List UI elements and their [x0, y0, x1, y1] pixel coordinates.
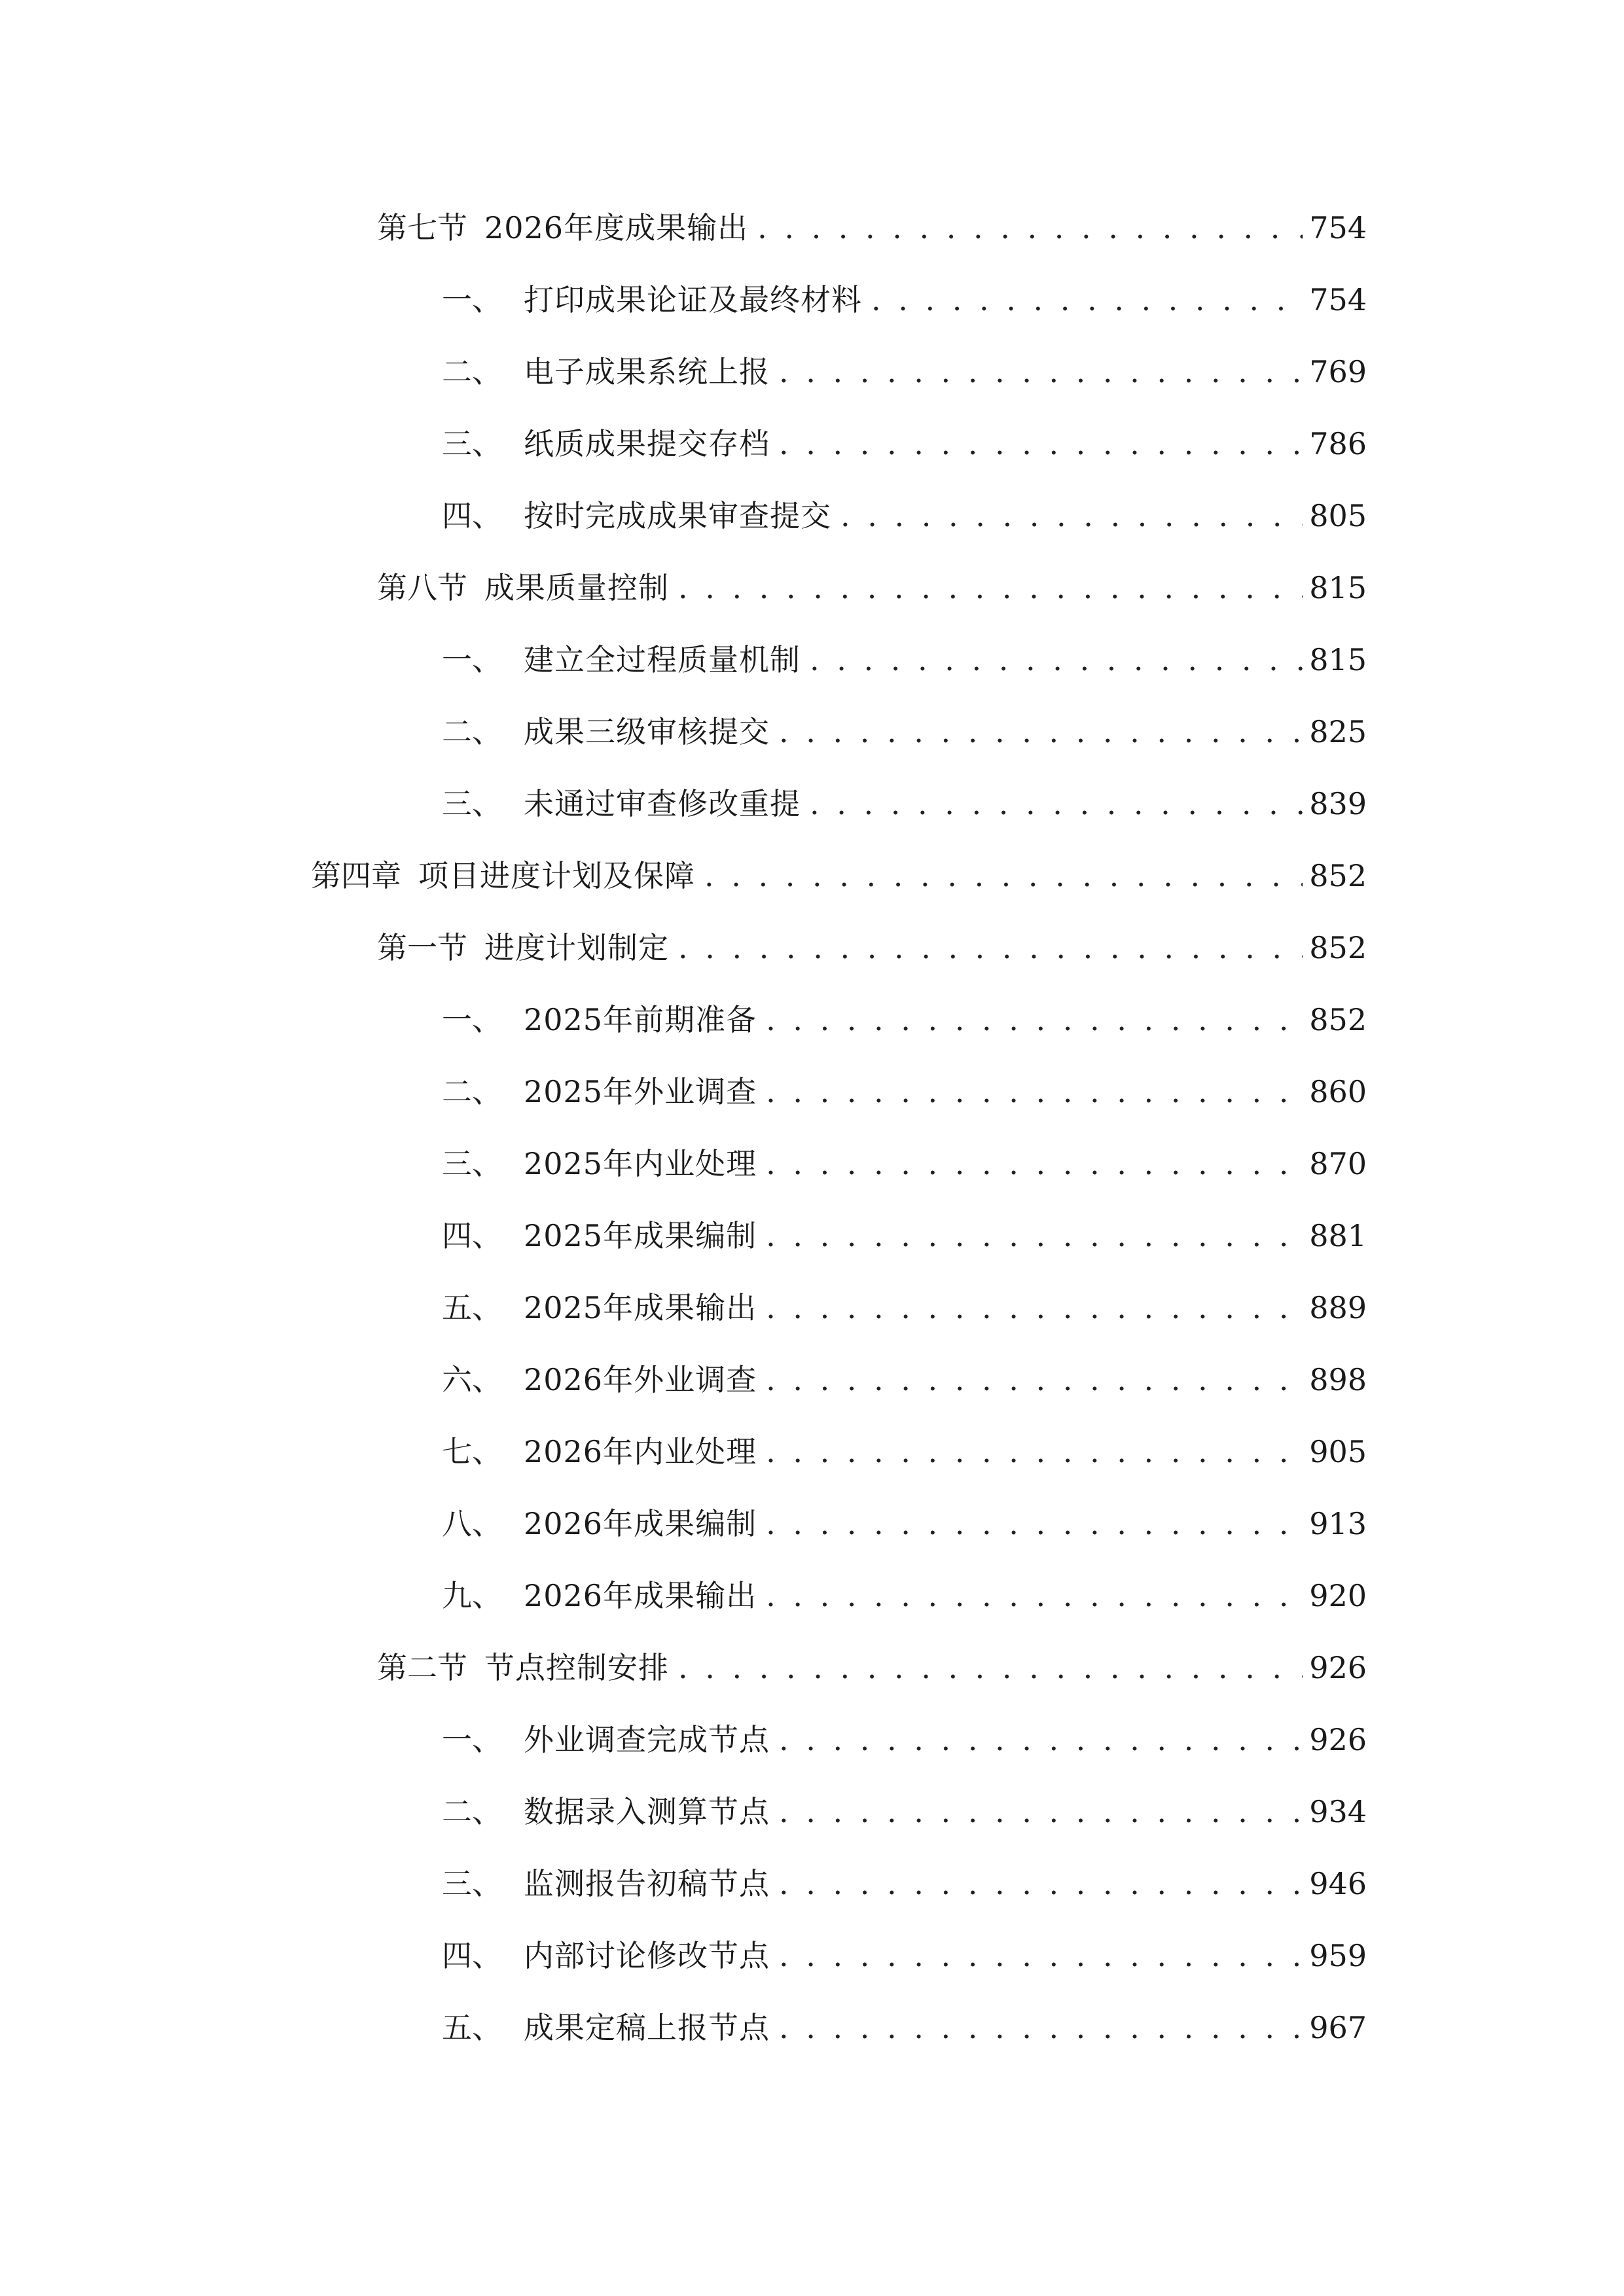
toc-entry-title: 节点控制安排 [484, 1650, 669, 1685]
toc-entry-item[interactable] [442, 1426, 1367, 1478]
toc-entry-prefix: 六、 [442, 1362, 502, 1397]
toc-entry-prefix: 四、 [442, 1938, 502, 1973]
toc-entry-page-number: 967 [1309, 2010, 1367, 2045]
toc-dot-leader [779, 706, 1303, 758]
toc-entry-page-number: 926 [1309, 1722, 1367, 1757]
toc-dot-leader [757, 202, 1303, 254]
toc-entry-prefix: 一、 [442, 1002, 502, 1037]
toc-entry-prefix: 第八节 [377, 570, 467, 605]
toc-dot-leader [779, 1713, 1303, 1766]
toc-entry-page-number: 815 [1309, 570, 1367, 605]
toc-entry-chapter[interactable] [311, 850, 1367, 902]
toc-entry-prefix: 二、 [442, 1074, 502, 1109]
toc-entry-title: 项目进度计划及保障 [418, 858, 695, 893]
toc-entry-page-number: 769 [1309, 354, 1367, 389]
toc-dot-leader [766, 1210, 1303, 1262]
toc-dot-leader [779, 1857, 1303, 1910]
toc-entry-page-number: 934 [1309, 1794, 1367, 1829]
toc-dot-leader [678, 1641, 1303, 1694]
toc-entry-page-number: 870 [1309, 1146, 1367, 1181]
toc-entry-page-number: 905 [1309, 1434, 1367, 1469]
toc-entry-item[interactable] [442, 1929, 1367, 1982]
toc-entry-prefix: 第七节 [377, 210, 467, 245]
toc-dot-leader [779, 2001, 1303, 2054]
toc-entry-page-number: 913 [1309, 1506, 1367, 1541]
toc-dot-leader [766, 1498, 1303, 1550]
toc-entry-prefix: 五、 [442, 1290, 502, 1325]
toc-entry-title: 成果定稿上报节点 [524, 2010, 770, 2045]
toc-entry-title: 数据录入测算节点 [524, 1794, 770, 1829]
toc-entry-prefix: 三、 [442, 1866, 502, 1901]
toc-entry-page-number: 786 [1309, 426, 1367, 461]
toc-entry-prefix: 七、 [442, 1434, 502, 1469]
toc-entry-page-number: 920 [1309, 1578, 1367, 1613]
toc-entry-item[interactable] [442, 1282, 1367, 1334]
toc-entry-title: 建立全过程质量机制 [524, 642, 801, 677]
toc-entry-section[interactable] [377, 562, 1367, 614]
toc-dot-leader [766, 1138, 1303, 1190]
toc-dot-leader [678, 562, 1303, 614]
toc-entry-title: 2026年内业处理 [524, 1434, 757, 1469]
toc-entry-title: 打印成果论证及最终材料 [524, 282, 862, 317]
toc-entry-prefix: 八、 [442, 1506, 502, 1541]
toc-entry-prefix: 第二节 [377, 1650, 467, 1685]
toc-entry-title: 2026年度成果输出 [484, 210, 749, 245]
toc-dot-leader [704, 850, 1303, 902]
toc-entry-title: 外业调查完成节点 [524, 1722, 770, 1757]
toc-dot-leader [840, 490, 1303, 542]
toc-entry-section[interactable] [377, 202, 1367, 254]
toc-entry-title: 成果三级审核提交 [524, 714, 770, 749]
toc-entry-title: 内部讨论修改节点 [524, 1938, 770, 1973]
toc-entry-item[interactable] [442, 1498, 1367, 1550]
toc-entry-page-number: 852 [1309, 930, 1367, 965]
toc-dot-leader [779, 418, 1303, 470]
toc-entry-item[interactable] [442, 1785, 1367, 1838]
toc-entry-prefix: 三、 [442, 786, 502, 821]
toc-entry-item[interactable] [442, 634, 1367, 686]
toc-dot-leader [779, 346, 1303, 398]
toc-entry-item[interactable] [442, 706, 1367, 758]
toc-entry-item[interactable] [442, 1066, 1367, 1118]
toc-entry-prefix: 一、 [442, 282, 502, 317]
toc-entry-title: 成果质量控制 [484, 570, 669, 605]
toc-dot-leader [810, 634, 1303, 686]
toc-entry-page-number: 839 [1309, 786, 1367, 821]
toc-entry-item[interactable] [442, 2001, 1367, 2054]
toc-entry-item[interactable] [442, 778, 1367, 830]
toc-entry-prefix: 一、 [442, 642, 502, 677]
toc-entry-title: 2025年外业调查 [524, 1074, 757, 1109]
toc-entry-item[interactable] [442, 346, 1367, 398]
toc-dot-leader [766, 1354, 1303, 1406]
toc-entry-item[interactable] [442, 490, 1367, 542]
toc-entry-section[interactable] [377, 1641, 1367, 1694]
toc-entry-item[interactable] [442, 1354, 1367, 1406]
toc-entry-title: 电子成果系统上报 [524, 354, 770, 389]
toc-entry-prefix: 二、 [442, 714, 502, 749]
toc-entry-page-number: 860 [1309, 1074, 1367, 1109]
toc-entry-title: 2025年成果输出 [524, 1290, 757, 1325]
toc-entry-title: 按时完成成果审查提交 [524, 498, 831, 533]
toc-entry-prefix: 三、 [442, 426, 502, 461]
toc-entry-page-number: 946 [1309, 1866, 1367, 1901]
toc-dot-leader [766, 1066, 1303, 1118]
toc-entry-page-number: 754 [1309, 282, 1367, 317]
toc-dot-leader [779, 1785, 1303, 1838]
toc-entry-item[interactable] [442, 1857, 1367, 1910]
toc-entry-page-number: 805 [1309, 498, 1367, 533]
toc-entry-prefix: 九、 [442, 1578, 502, 1613]
toc-entry-item[interactable] [442, 1570, 1367, 1622]
toc-entry-page-number: 815 [1309, 642, 1367, 677]
toc-entry-prefix: 二、 [442, 1794, 502, 1829]
toc-dot-leader [871, 274, 1303, 326]
toc-dot-leader [766, 1282, 1303, 1334]
toc-entry-title: 纸质成果提交存档 [524, 426, 770, 461]
toc-entry-page-number: 825 [1309, 714, 1367, 749]
toc-entry-prefix: 一、 [442, 1722, 502, 1757]
toc-entry-prefix: 四、 [442, 498, 502, 533]
toc-entry-item[interactable] [442, 1138, 1367, 1190]
toc-dot-leader [766, 994, 1303, 1046]
toc-entry-title: 2026年外业调查 [524, 1362, 757, 1397]
toc-entry-prefix: 第四章 [311, 858, 401, 893]
toc-entry-page-number: 754 [1309, 210, 1367, 245]
toc-dot-leader [678, 922, 1303, 974]
toc-entry-prefix: 五、 [442, 2010, 502, 2045]
toc-entry-prefix: 三、 [442, 1146, 502, 1181]
toc-entry-page-number: 852 [1309, 858, 1367, 893]
toc-dot-leader [766, 1426, 1303, 1478]
toc-entry-title: 2025年成果编制 [524, 1218, 757, 1253]
toc-entry-page-number: 898 [1309, 1362, 1367, 1397]
toc-entry-item[interactable] [442, 1210, 1367, 1262]
toc-dot-leader [779, 1929, 1303, 1982]
toc-entry-title: 进度计划制定 [484, 930, 669, 965]
toc-entry-title: 2026年成果编制 [524, 1506, 757, 1541]
toc-entry-title: 2025年内业处理 [524, 1146, 757, 1181]
toc-entry-page-number: 926 [1309, 1650, 1367, 1685]
toc-entry-title: 2026年成果输出 [524, 1578, 757, 1613]
toc-entry-title: 2025年前期准备 [524, 1002, 757, 1037]
toc-entry-section[interactable] [377, 922, 1367, 974]
toc-entry-prefix: 第一节 [377, 930, 467, 965]
toc-entry-page-number: 889 [1309, 1290, 1367, 1325]
toc-entry-item[interactable] [442, 418, 1367, 470]
toc-entry-prefix: 二、 [442, 354, 502, 389]
toc-dot-leader [766, 1570, 1303, 1622]
toc-entry-prefix: 四、 [442, 1218, 502, 1253]
toc-entry-page-number: 959 [1309, 1938, 1367, 1973]
toc-entry-item[interactable] [442, 274, 1367, 326]
toc-entry-title: 监测报告初稿节点 [524, 1866, 770, 1901]
toc-dot-leader [810, 778, 1303, 830]
toc-entry-page-number: 881 [1309, 1218, 1367, 1253]
toc-entry-title: 未通过审查修改重提 [524, 786, 801, 821]
toc-entry-page-number: 852 [1309, 1002, 1367, 1037]
toc-entry-item[interactable] [442, 994, 1367, 1046]
toc-entry-item[interactable] [442, 1713, 1367, 1766]
